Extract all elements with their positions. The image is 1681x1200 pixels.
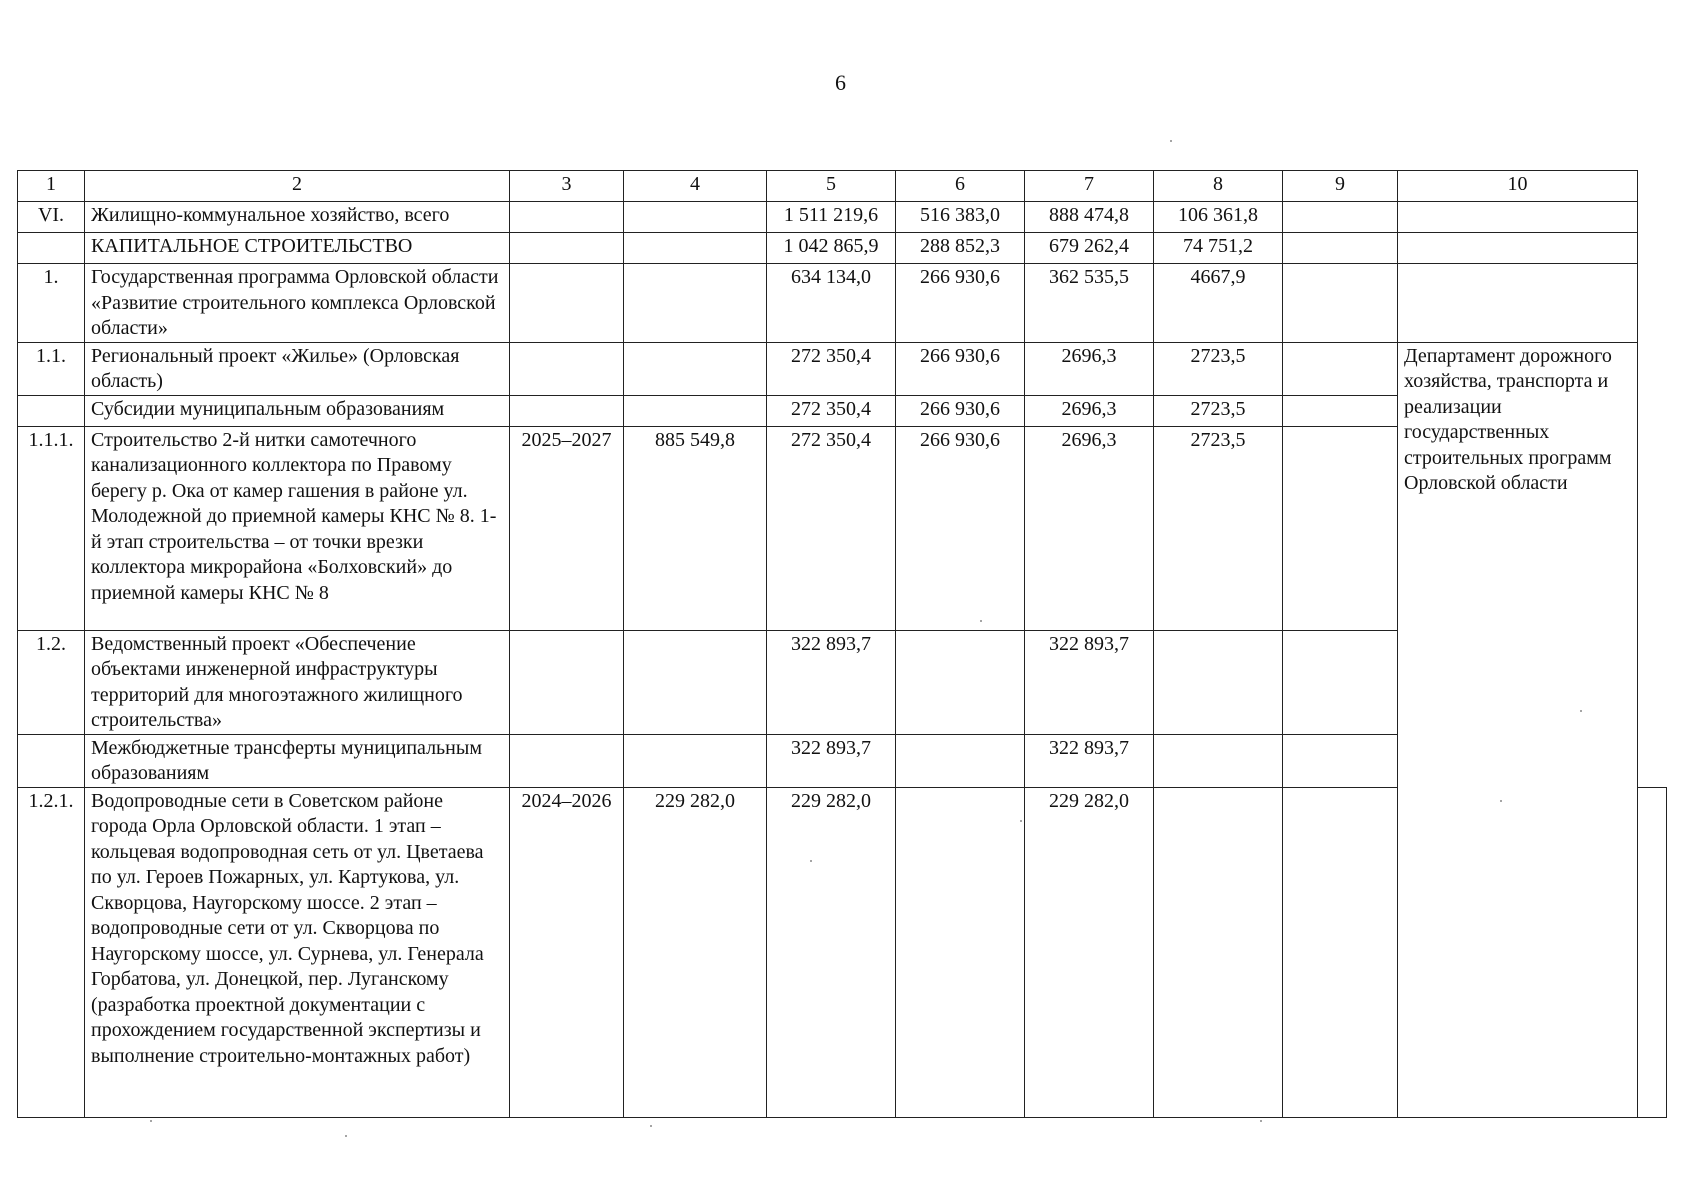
header-cell-4: 4 <box>624 171 767 202</box>
col6-cell: 266 930,6 <box>896 426 1025 630</box>
header-cell-3: 3 <box>510 171 624 202</box>
header-cell-1: 1 <box>18 171 85 202</box>
col7-cell: 322 893,7 <box>1025 630 1154 734</box>
col7-cell: 2696,3 <box>1025 342 1154 395</box>
row-title: КАПИТАЛЬНОЕ СТРОИТЕЛЬСТВО <box>85 233 510 264</box>
scan-speck <box>1500 800 1502 802</box>
col6-cell <box>896 787 1025 1117</box>
header-cell-8: 8 <box>1154 171 1283 202</box>
col10-cell <box>1398 233 1638 264</box>
total-cell: 272 350,4 <box>767 426 896 630</box>
cost-cell <box>624 630 767 734</box>
period-cell <box>510 202 624 233</box>
col9-cell <box>1283 342 1398 395</box>
header-cell-2: 2 <box>85 171 510 202</box>
period-cell <box>510 342 624 395</box>
col7-cell: 888 474,8 <box>1025 202 1154 233</box>
table-row <box>18 202 1667 233</box>
scan-speck <box>980 620 982 622</box>
row-title: Строительство 2-й нитки самотечного канализационного коллектора по Правому берегу р. Ока от камер гашения в районе ул. Молодежной до приемной камеры КНС № 8. 1-й этап строительства – от точки врезки коллектора микрорайона «Болховский» до приемной камеры КНС № 8 <box>85 426 510 630</box>
period-cell: 2024–2026 <box>510 787 624 1117</box>
period-cell <box>510 734 624 787</box>
page-number: 6 <box>835 70 846 95</box>
scan-speck <box>1020 820 1022 822</box>
header-cell-10: 10 <box>1398 171 1638 202</box>
row-title: Межбюджетные трансферты муниципальным образованиям <box>85 734 510 787</box>
scan-speck <box>150 1120 152 1122</box>
col6-cell: 266 930,6 <box>896 342 1025 395</box>
row-number: 1.1.1. <box>18 426 85 630</box>
cost-cell <box>624 734 767 787</box>
row-number: 1.2. <box>18 630 85 734</box>
scan-speck <box>650 1125 652 1127</box>
cost-cell: 229 282,0 <box>624 787 767 1117</box>
total-cell: 272 350,4 <box>767 342 896 395</box>
row-number: VI. <box>18 202 85 233</box>
col9-cell <box>1283 233 1398 264</box>
header-cell-7: 7 <box>1025 171 1154 202</box>
row-title: Ведомственный проект «Обеспечение объектами инженерной инфраструктуры территорий для многоэтажного жилищного строительства» <box>85 630 510 734</box>
header-row <box>18 171 1667 202</box>
table-row <box>18 342 1667 395</box>
total-cell: 272 350,4 <box>767 395 896 426</box>
col8-cell: 2723,5 <box>1154 342 1283 395</box>
responsible-department: Департамент дорожного хозяйства, транспорта и реализации государственных строительных программ Орловской области <box>1398 342 1638 1117</box>
col7-cell: 2696,3 <box>1025 426 1154 630</box>
cost-cell <box>624 342 767 395</box>
col7-cell: 322 893,7 <box>1025 734 1154 787</box>
col9-cell <box>1283 426 1398 630</box>
col7-cell: 362 535,5 <box>1025 264 1154 343</box>
col8-cell <box>1154 734 1283 787</box>
col8-cell: 106 361,8 <box>1154 202 1283 233</box>
col9-cell <box>1283 202 1398 233</box>
period-cell: 2025–2027 <box>510 426 624 630</box>
table-row <box>18 264 1667 343</box>
col8-cell: 74 751,2 <box>1154 233 1283 264</box>
row-number: 1.2.1. <box>18 787 85 1117</box>
period-cell <box>510 630 624 734</box>
col6-cell <box>896 734 1025 787</box>
col6-cell <box>896 630 1025 734</box>
col9-cell <box>1283 395 1398 426</box>
cost-cell <box>624 233 767 264</box>
col9-cell <box>1283 734 1398 787</box>
row-number <box>18 395 85 426</box>
header-cell-5: 5 <box>767 171 896 202</box>
period-cell <box>510 264 624 343</box>
col10-cell <box>1398 264 1638 343</box>
row-title: Жилищно-коммунальное хозяйство, всего <box>85 202 510 233</box>
scan-speck <box>810 860 812 862</box>
col8-cell <box>1154 630 1283 734</box>
col9-cell <box>1283 264 1398 343</box>
total-cell: 322 893,7 <box>767 734 896 787</box>
row-number: 1.1. <box>18 342 85 395</box>
cost-cell: 885 549,8 <box>624 426 767 630</box>
col6-cell: 266 930,6 <box>896 264 1025 343</box>
cost-cell <box>624 202 767 233</box>
period-cell <box>510 233 624 264</box>
budget-table <box>17 170 1667 1118</box>
col9-cell <box>1283 787 1398 1117</box>
total-cell: 229 282,0 <box>767 787 896 1117</box>
col7-cell: 679 262,4 <box>1025 233 1154 264</box>
row-title: Водопроводные сети в Советском районе города Орла Орловской области. 1 этап – кольцевая водопроводная сеть от ул. Цветаева по ул. Героев Пожарных, ул. Картукова, ул. Скворцова, Наугорскому шоссе. 2 этап – водопроводные сети от ул. Скворцова по Наугорскому шоссе, ул. Сурнева, ул. Генерала Горбатова, ул. Донецкой, пер. Луганскому (разработка проектной документации с прохождением государственной экспертизы и выполнение строительно-монтажных работ) <box>85 787 510 1117</box>
scan-speck <box>1170 140 1172 142</box>
col8-cell: 2723,5 <box>1154 426 1283 630</box>
col6-cell: 516 383,0 <box>896 202 1025 233</box>
scan-speck <box>345 1135 347 1137</box>
col6-cell: 288 852,3 <box>896 233 1025 264</box>
row-title: Региональный проект «Жилье» (Орловская область) <box>85 342 510 395</box>
period-cell <box>510 395 624 426</box>
row-title: Субсидии муниципальным образованиям <box>85 395 510 426</box>
col10-cell <box>1398 202 1638 233</box>
row-number <box>18 734 85 787</box>
total-cell: 322 893,7 <box>767 630 896 734</box>
total-cell: 634 134,0 <box>767 264 896 343</box>
col10-cell <box>1638 787 1667 1117</box>
col9-cell <box>1283 630 1398 734</box>
col8-cell: 2723,5 <box>1154 395 1283 426</box>
total-cell: 1 511 219,6 <box>767 202 896 233</box>
col8-cell: 4667,9 <box>1154 264 1283 343</box>
col7-cell: 2696,3 <box>1025 395 1154 426</box>
col7-cell: 229 282,0 <box>1025 787 1154 1117</box>
header-cell-6: 6 <box>896 171 1025 202</box>
row-number: 1. <box>18 264 85 343</box>
scan-speck <box>1260 1120 1262 1122</box>
table-row <box>18 233 1667 264</box>
scan-speck <box>1580 710 1582 712</box>
col6-cell: 266 930,6 <box>896 395 1025 426</box>
cost-cell <box>624 395 767 426</box>
total-cell: 1 042 865,9 <box>767 233 896 264</box>
col8-cell <box>1154 787 1283 1117</box>
row-title: Государственная программа Орловской области «Развитие строительного комплекса Орловской области» <box>85 264 510 343</box>
row-number <box>18 233 85 264</box>
cost-cell <box>624 264 767 343</box>
header-cell-9: 9 <box>1283 171 1398 202</box>
